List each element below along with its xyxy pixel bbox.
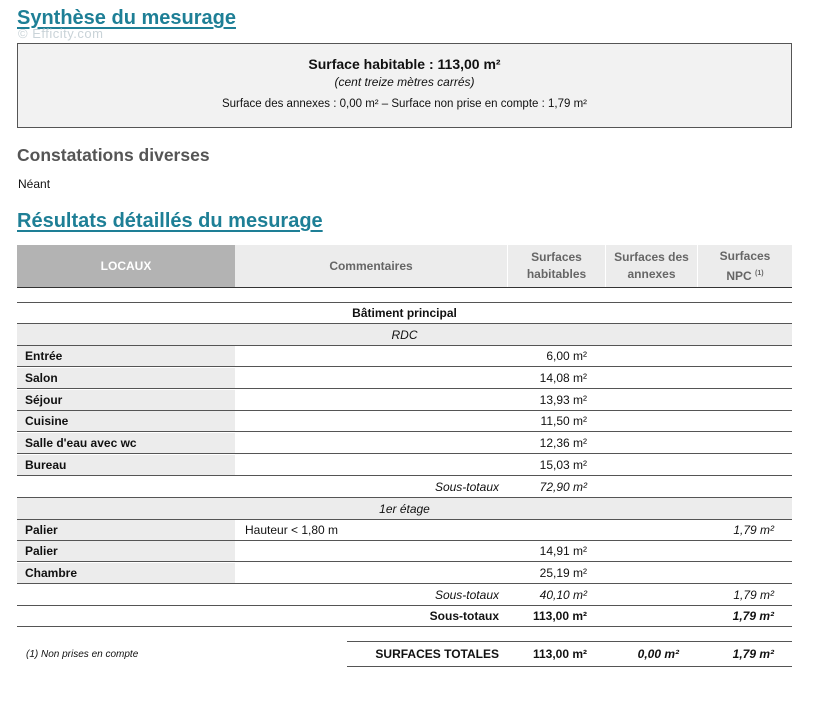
cell-commentaire (235, 390, 507, 410)
surface-en-lettres: (cent treize mètres carrés) (334, 75, 475, 89)
cell-local: Séjour (17, 390, 235, 410)
section-etage: 1er étage (17, 498, 792, 520)
cell-habitable: 25,19 m² (539, 566, 587, 580)
cell-npc: 1,79 m² (733, 523, 774, 537)
cell-local: Cuisine (17, 411, 235, 431)
subtotal-annexe (605, 606, 697, 626)
header-npc-l2: NPC (726, 268, 752, 283)
header-npc (697, 245, 792, 287)
totals-label: SURFACES TOTALES (375, 647, 499, 661)
cell-annexe (605, 563, 697, 583)
table-row (17, 455, 792, 476)
subtotal-npc: 1,79 m² (733, 588, 774, 602)
table-header (17, 245, 792, 288)
table-row (17, 433, 792, 454)
table-row (17, 541, 792, 562)
cell-habitable: 15,03 m² (539, 458, 587, 472)
table-row (17, 368, 792, 389)
cell-commentaire (235, 346, 507, 366)
cell-annexe (605, 368, 697, 388)
header-annexes (605, 245, 697, 287)
cell-npc (697, 455, 792, 475)
subtotal-habitable: 72,90 m² (539, 480, 587, 494)
cell-empty (17, 477, 235, 497)
header-annexes-l1: Surfaces des (614, 250, 689, 264)
cell-habitable: 14,91 m² (539, 544, 587, 558)
header-commentaires: Commentaires (235, 245, 507, 287)
subtotal-npc: 1,79 m² (732, 609, 774, 623)
cell-npc (697, 390, 792, 410)
cell-annexe (605, 346, 697, 366)
header-locaux: LOCAUX (17, 245, 235, 287)
subtotal-habitable: 40,10 m² (539, 588, 587, 602)
subtotal-label: Sous-totaux (434, 588, 499, 602)
constatations-title: Constatations diverses (17, 145, 210, 165)
header-annexes-l2: annexes (627, 267, 676, 281)
section-batiment: Bâtiment principal (17, 302, 792, 324)
cell-commentaire (235, 433, 507, 453)
cell-commentaire: Hauteur < 1,80 m (245, 523, 339, 537)
cell-habitable (507, 520, 605, 540)
cell-commentaire (235, 563, 507, 583)
subtotal-label: Sous-totaux (429, 609, 499, 623)
table-row (17, 563, 792, 584)
cell-habitable: 12,36 m² (539, 436, 587, 450)
cell-commentaire (235, 411, 507, 431)
cell-commentaire (235, 455, 507, 475)
cell-npc (697, 368, 792, 388)
synthese-title: Synthèse du mesurage (17, 7, 236, 29)
table-row (17, 346, 792, 367)
cell-habitable: 11,50 m² (540, 414, 587, 428)
cell-commentaire (235, 541, 507, 561)
cell-annexe (605, 541, 697, 561)
subtotal-npc (697, 477, 792, 497)
footnote: (1) Non prises en compte (26, 649, 139, 660)
resultats-title: Résultats détaillés du mesurage (17, 210, 323, 232)
cell-empty (17, 585, 235, 605)
cell-local: Bureau (17, 455, 235, 475)
cell-npc (697, 541, 792, 561)
subtotal-habitable: 113,00 m² (532, 609, 587, 623)
cell-annexe (605, 390, 697, 410)
cell-npc (697, 563, 792, 583)
cell-habitable: 14,08 m² (539, 371, 587, 385)
header-habitables-l1: Surfaces (531, 250, 582, 264)
cell-annexe (605, 433, 697, 453)
table-row (17, 390, 792, 411)
subtotal-annexe (605, 585, 697, 605)
cell-npc (697, 346, 792, 366)
cell-local: Entrée (17, 346, 235, 366)
subtotal-row-batiment (17, 606, 792, 627)
subtotal-label: Sous-totaux (434, 480, 499, 494)
subtotal-row-rdc (17, 477, 792, 498)
header-npc-l1: Surfaces (719, 248, 771, 263)
synthese-box (17, 43, 792, 128)
cell-annexe (605, 411, 697, 431)
cell-npc (697, 411, 792, 431)
table-row (17, 520, 792, 541)
cell-habitable: 13,93 m² (539, 393, 587, 407)
cell-habitable: 6,00 m² (546, 349, 587, 363)
cell-annexe (605, 520, 697, 540)
constatations-text: Néant (18, 177, 51, 191)
header-npc-note: (1) (755, 269, 764, 277)
surface-annexes: Surface des annexes : 0,00 m² – Surface non prise en compte : 1,79 m² (221, 98, 587, 110)
section-rdc: RDC (17, 324, 792, 346)
subtotal-row-etage (17, 585, 792, 606)
cell-annexe (605, 455, 697, 475)
totals-annexes: 0,00 m² (637, 647, 679, 661)
cell-local: Palier (17, 541, 235, 561)
surface-habitable: Surface habitable : 113,00 m² (308, 56, 501, 72)
table-row (17, 411, 792, 432)
cell-npc (697, 433, 792, 453)
totals-habitable: 113,00 m² (532, 647, 587, 661)
cell-local: Palier (17, 520, 235, 540)
totals-npc: 1,79 m² (732, 647, 774, 661)
watermark: © Efficity.com (18, 26, 104, 41)
cell-empty (17, 606, 235, 626)
subtotal-annexe (605, 477, 697, 497)
cell-local: Salon (17, 368, 235, 388)
header-habitables-l2: habitables (526, 267, 587, 281)
cell-local: Chambre (17, 563, 235, 583)
cell-local: Salle d'eau avec wc (17, 433, 235, 453)
cell-commentaire (235, 368, 507, 388)
header-habitables (507, 245, 605, 287)
